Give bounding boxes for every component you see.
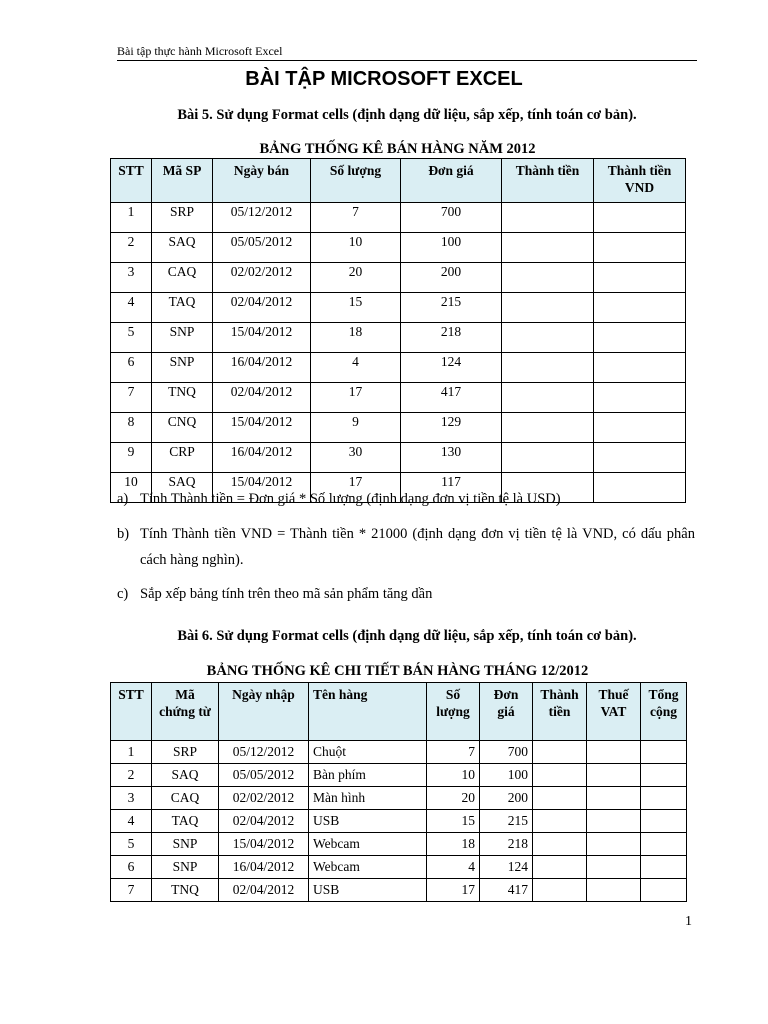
table-cell: CNQ: [152, 413, 213, 443]
table-1-caption: BẢNG THỐNG KÊ BÁN HÀNG NĂM 2012: [259, 141, 536, 157]
table-cell: 05/05/2012: [219, 764, 309, 787]
table-header-row: [111, 159, 686, 203]
table-cell: 4: [111, 810, 152, 833]
table-row: [111, 233, 686, 263]
table-cell: 02/04/2012: [219, 810, 309, 833]
table-cell: 10: [427, 764, 480, 787]
table-row: [111, 787, 687, 810]
table-cell: [502, 353, 594, 383]
table-cell: SAQ: [152, 473, 213, 503]
table-cell: [502, 203, 594, 233]
table-cell: 16/04/2012: [213, 443, 311, 473]
column-header: Tên hàng: [309, 683, 427, 741]
table-cell: [641, 810, 687, 833]
table-header-row: [111, 683, 687, 741]
table-cell: [594, 323, 686, 353]
table-cell: [641, 764, 687, 787]
column-header: Thành tiền: [502, 159, 594, 203]
table-cell: TAQ: [152, 293, 213, 323]
table-cell: 9: [311, 413, 401, 443]
table-cell: 3: [111, 787, 152, 810]
table-row: [111, 833, 687, 856]
table-cell: 2: [111, 764, 152, 787]
table-cell: SAQ: [152, 764, 219, 787]
table-cell: 117: [401, 473, 502, 503]
document-title: BÀI TẬP MICROSOFT EXCEL: [245, 68, 523, 90]
table-cell: [533, 764, 587, 787]
table-row: [111, 323, 686, 353]
table-row: [111, 293, 686, 323]
table-cell: 7: [427, 741, 480, 764]
table-cell: 8: [111, 413, 152, 443]
table-cell: 20: [427, 787, 480, 810]
table-cell: 7: [111, 879, 152, 902]
table-cell: [641, 856, 687, 879]
table-cell: [533, 741, 587, 764]
table-cell: [502, 323, 594, 353]
table-cell: 6: [111, 353, 152, 383]
table-cell: TNQ: [152, 383, 213, 413]
table-cell: [502, 443, 594, 473]
table-cell: [533, 856, 587, 879]
column-header: Ngày bán: [213, 159, 311, 203]
table-row: [111, 856, 687, 879]
column-header: Thuế VAT: [587, 683, 641, 741]
table-row: [111, 810, 687, 833]
table-row: [111, 443, 686, 473]
table-cell: 02/04/2012: [213, 293, 311, 323]
table-cell: 16/04/2012: [213, 353, 311, 383]
table-cell: 130: [401, 443, 502, 473]
table-cell: [587, 787, 641, 810]
table-cell: 129: [401, 413, 502, 443]
note-text: Tính Thành tiền = Đơn giá * Số lượng (định dạng đơn vị tiền tệ là USD): [140, 491, 561, 507]
column-header: Đơn giá: [480, 683, 533, 741]
column-header: Thành tiền VND: [594, 159, 686, 203]
column-header: Mã SP: [152, 159, 213, 203]
table-cell: [587, 856, 641, 879]
table-cell: 9: [111, 443, 152, 473]
table-cell: [587, 764, 641, 787]
table-cell: [594, 203, 686, 233]
table-cell: 218: [401, 323, 502, 353]
table-cell: SNP: [152, 833, 219, 856]
table-cell: 100: [401, 233, 502, 263]
table-cell: [502, 263, 594, 293]
table-cell: 02/04/2012: [213, 383, 311, 413]
table-cell: 15/04/2012: [213, 473, 311, 503]
table-cell: 02/02/2012: [219, 787, 309, 810]
table-cell: [533, 879, 587, 902]
table-cell: [502, 293, 594, 323]
table-cell: 15/04/2012: [213, 413, 311, 443]
table-cell: 17: [311, 383, 401, 413]
table-cell: 4: [111, 293, 152, 323]
table-cell: Bàn phím: [309, 764, 427, 787]
table-cell: 5: [111, 833, 152, 856]
column-header: Số lượng: [427, 683, 480, 741]
table-cell: Màn hình: [309, 787, 427, 810]
table-cell: Chuột: [309, 741, 427, 764]
table-cell: 124: [401, 353, 502, 383]
sales-detail-table-12-2012: [110, 682, 687, 902]
table-cell: 5: [111, 323, 152, 353]
table-cell: Webcam: [309, 833, 427, 856]
table-cell: 7: [111, 383, 152, 413]
note-c: [117, 581, 695, 607]
table-cell: CRP: [152, 443, 213, 473]
table-cell: [594, 383, 686, 413]
table-cell: 16/04/2012: [219, 856, 309, 879]
table-row: [111, 203, 686, 233]
running-header: Bài tập thực hành Microsoft Excel: [117, 44, 697, 61]
table-cell: 15/04/2012: [213, 323, 311, 353]
table-cell: 1: [111, 203, 152, 233]
table-cell: SAQ: [152, 233, 213, 263]
table-cell: 218: [480, 833, 533, 856]
table-cell: [641, 879, 687, 902]
table-cell: 18: [427, 833, 480, 856]
table-cell: [587, 741, 641, 764]
page-number: 1: [685, 914, 692, 929]
table-cell: [587, 810, 641, 833]
note-text: Tính Thành tiền VND = Thành tiền * 21000 (định dạng đơn vị tiền tệ là VND, có dấu phân cách hàng nghìn).: [140, 526, 695, 568]
table-cell: 700: [401, 203, 502, 233]
table-cell: 05/12/2012: [219, 741, 309, 764]
column-header: Ngày nhập: [219, 683, 309, 741]
exercise-6-title: Bài 6. Sử dụng Format cells (định dạng dữ liệu, sắp xếp, tính toán cơ bản).: [177, 628, 637, 644]
table-cell: [587, 879, 641, 902]
note-text: Sắp xếp bảng tính trên theo mã sản phẩm tăng dần: [140, 586, 433, 602]
note-b: [117, 521, 695, 573]
column-header: Tổng cộng: [641, 683, 687, 741]
table-cell: SNP: [152, 323, 213, 353]
column-header: Số lượng: [311, 159, 401, 203]
note-label: c): [117, 586, 129, 602]
table-cell: USB: [309, 879, 427, 902]
table-cell: [502, 383, 594, 413]
table-cell: [594, 353, 686, 383]
table-cell: 10: [311, 233, 401, 263]
table-cell: CAQ: [152, 263, 213, 293]
table-cell: 4: [311, 353, 401, 383]
sales-table-2012: [110, 158, 686, 503]
note-label: b): [117, 526, 130, 542]
table-cell: 05/05/2012: [213, 233, 311, 263]
table-cell: [533, 833, 587, 856]
table-cell: 4: [427, 856, 480, 879]
table-row: [111, 383, 686, 413]
table-cell: 7: [311, 203, 401, 233]
table-row: [111, 353, 686, 383]
table-cell: 215: [401, 293, 502, 323]
table-cell: 10: [111, 473, 152, 503]
table-cell: SNP: [152, 353, 213, 383]
table-cell: [594, 263, 686, 293]
table-cell: 17: [427, 879, 480, 902]
table-cell: SNP: [152, 856, 219, 879]
table-cell: TAQ: [152, 810, 219, 833]
table-cell: 02/02/2012: [213, 263, 311, 293]
table-cell: 02/04/2012: [219, 879, 309, 902]
note-label: a): [117, 491, 129, 507]
table-cell: 15/04/2012: [219, 833, 309, 856]
table-cell: 100: [480, 764, 533, 787]
table-row: [111, 741, 687, 764]
exercise-5-title: Bài 5. Sử dụng Format cells (định dạng dữ liệu, sắp xếp, tính toán cơ bản).: [177, 107, 637, 123]
table-cell: 215: [480, 810, 533, 833]
column-header: Thành tiền: [533, 683, 587, 741]
table-cell: TNQ: [152, 879, 219, 902]
table-cell: USB: [309, 810, 427, 833]
table-cell: 17: [311, 473, 401, 503]
table-row: [111, 764, 687, 787]
table-cell: 124: [480, 856, 533, 879]
table-cell: 05/12/2012: [213, 203, 311, 233]
table-cell: [594, 293, 686, 323]
column-header: Mã chứng từ: [152, 683, 219, 741]
table-cell: 417: [401, 383, 502, 413]
table-cell: CAQ: [152, 787, 219, 810]
table-cell: 3: [111, 263, 152, 293]
table-cell: 6: [111, 856, 152, 879]
table-cell: [594, 233, 686, 263]
column-header: Đơn giá: [401, 159, 502, 203]
table-cell: Webcam: [309, 856, 427, 879]
table-cell: [594, 413, 686, 443]
table-cell: 1: [111, 741, 152, 764]
table-cell: 700: [480, 741, 533, 764]
table-cell: [594, 443, 686, 473]
table-cell: [641, 741, 687, 764]
table-cell: [533, 810, 587, 833]
table-2-caption: BẢNG THỐNG KÊ CHI TIẾT BÁN HÀNG THÁNG 12/2012: [206, 663, 589, 679]
table-cell: [502, 413, 594, 443]
table-row: [111, 879, 687, 902]
table-cell: [641, 833, 687, 856]
table-cell: [502, 233, 594, 263]
column-header: STT: [111, 159, 152, 203]
table-cell: SRP: [152, 741, 219, 764]
table-cell: 30: [311, 443, 401, 473]
note-a: [117, 486, 695, 512]
table-cell: [587, 833, 641, 856]
table-cell: 200: [480, 787, 533, 810]
column-header: STT: [111, 683, 152, 741]
table-row: [111, 413, 686, 443]
table-row: [111, 263, 686, 293]
table-cell: [533, 787, 587, 810]
table-cell: 15: [427, 810, 480, 833]
table-cell: 417: [480, 879, 533, 902]
table-cell: 18: [311, 323, 401, 353]
table-cell: 15: [311, 293, 401, 323]
table-cell: 200: [401, 263, 502, 293]
table-cell: 2: [111, 233, 152, 263]
table-cell: SRP: [152, 203, 213, 233]
table-cell: 20: [311, 263, 401, 293]
table-cell: [641, 787, 687, 810]
